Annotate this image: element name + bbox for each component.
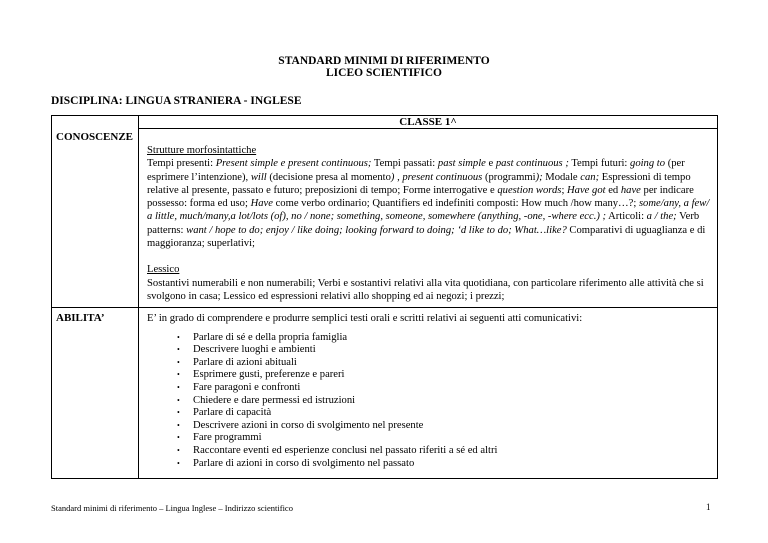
conoscenze-label: CONOSCENZE <box>52 129 139 308</box>
page-number: 1 <box>706 502 711 512</box>
abilita-item: • Chiedere e dare permessi ed istruzioni <box>177 395 711 408</box>
empty-header-cell <box>52 116 139 129</box>
abilita-item: • Parlare di azioni in corso di svolgimento nel passato <box>177 458 711 471</box>
abilita-row <box>52 308 718 479</box>
lessico-text: Sostantivi numerabili e non numerabili; Verbi e sostantivi relativi alla vita quotidiana, con particolare riferimento alle attività che si svolgono in casa; Lessico ed espressioni relativi allo shopping ed ai negozi; i prezzi; <box>147 277 704 302</box>
abilita-item: • Parlare di sé e della propria famiglia <box>177 332 711 345</box>
abilita-item: • Parlare di azioni abituali <box>177 357 711 370</box>
abilita-label: ABILITA’ <box>52 308 139 479</box>
strutture-heading: Strutture morfosintattiche <box>147 145 257 156</box>
lessico-heading: Lessico <box>147 264 180 276</box>
classe-heading: CLASSE 1^ <box>139 116 718 129</box>
conoscenze-row <box>52 129 718 308</box>
page-footer: Standard minimi di riferimento – Lingua Inglese – Indirizzo scientifico <box>51 503 293 513</box>
standards-table <box>51 115 718 479</box>
abilita-item: • Descrivere azioni in corso di svolgimento nel presente <box>177 420 711 433</box>
classe-header-row <box>52 116 718 129</box>
document-subtitle: LICEO SCIENTIFICO <box>326 67 442 79</box>
strutture-text: Tempi presenti: Present simple e present continuous; Tempi passati: past simple e past continuous ; Tempi futuri: going to (per esprimere l’intenzione), will (decisione presa al momento) , present continuous (programmi); Modale can; Espressioni di tempo relative al presente, passato e futuro; preposizioni di tempo; Forme interrogative e question words; Have got ed have per indicare possesso: forma ed uso; Have come verbo ordinario; Quantifiers ed indefiniti composti: How much /how many…?; some/any, a few/ a little, much/many,a lot/lots (of), no / none; something, someone, somewhere (anything, -one, -where ecc.) ; Articoli: a / the; Verb patterns: want / hope to do; enjoy / like doing; looking forward to doing; ‘d like to do; What…like? Comparativi di uguaglianza e di maggioranza; superlativi; <box>147 158 710 250</box>
abilita-item: • Parlare di capacità <box>177 407 711 420</box>
abilita-item: • Descrivere luoghi e ambienti <box>177 344 711 357</box>
abilita-item: • Raccontare eventi ed esperienze conclusi nel passato riferiti a sé ed altri <box>177 445 711 458</box>
abilita-content <box>139 308 718 479</box>
disciplina-heading: DISCIPLINA: LINGUA STRANIERA - INGLESE <box>51 95 302 107</box>
abilita-item: • Fare programmi <box>177 432 711 445</box>
conoscenze-content <box>139 129 718 308</box>
abilita-item: • Esprimere gusti, preferenze e pareri <box>177 369 711 382</box>
abilita-item: • Fare paragoni e confronti <box>177 382 711 395</box>
abilita-intro: E’ in grado di comprendere e produrre semplici testi orali e scritti relativi ai seguenti atti comunicativi: <box>147 313 583 325</box>
document-title: STANDARD MINIMI DI RIFERIMENTO <box>278 55 490 67</box>
abilita-list <box>177 332 711 471</box>
